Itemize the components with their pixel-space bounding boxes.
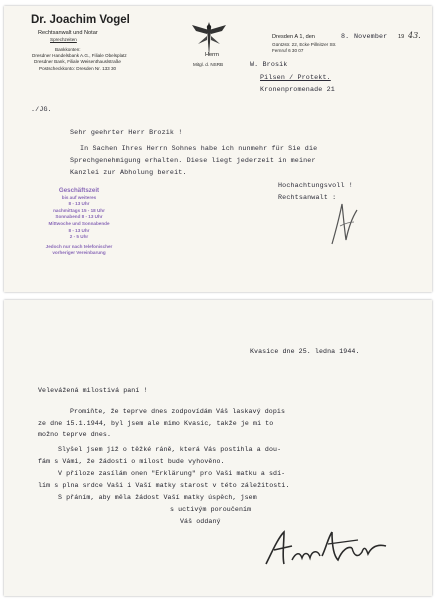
recipient-street: Kronenpromenade 21	[260, 86, 335, 94]
body-line-2: Sprechgenehmigung erhalten. Diese liegt jederzeit in meiner	[70, 157, 316, 165]
office-hours-stamp	[42, 188, 116, 257]
body-line: V příloze zasílám onen "Erklärung" pro Vaši matku a sdí-	[58, 470, 286, 477]
body-line: ze dne 15.1.1944, byl jsem ale mimo Kvasic, takže je mi to	[38, 420, 274, 427]
city-date-prefix: Dresden A 1, den	[272, 34, 315, 40]
handwritten-signature-1	[324, 200, 364, 250]
date-day: 8.	[341, 33, 350, 41]
recipient-herrn: Herrn	[205, 52, 219, 58]
bank-heading: Bankkonten:	[55, 47, 81, 52]
letterhead-profession: Rechtsanwalt und Notar	[38, 30, 98, 36]
address-line: Güntzstr. 22, Ecke Pillnitzer Str.	[272, 42, 337, 47]
body-line: s uctivým poroučením	[170, 506, 252, 513]
stamp-line-9: Jedoch nur nach telefonischer	[45, 243, 113, 249]
stamp-line-7: 8 - 13 Uhr	[68, 227, 90, 233]
body-line: Váš oddaný	[180, 518, 221, 525]
stamp-line-1: Geschäftszeit	[58, 187, 100, 194]
stamp-line-5: Sonnabend 8 - 13 Uhr	[55, 214, 103, 220]
letter-sheet-german	[4, 6, 432, 292]
date-year-handwritten: 43.	[408, 31, 421, 40]
body-line: S přáním, aby měla žádost Vaší matky úspěch, jsem	[58, 494, 257, 501]
place-date: Kvasice dne 25. ledna 1944.	[250, 348, 360, 355]
stamp-line-3: 8 - 13 Uhr	[68, 201, 90, 207]
letterhead-profession-sub: Sprechzeiten	[50, 37, 77, 42]
stamp-line-8: 2 - 5 Uhr	[69, 234, 89, 240]
body-line: lím s plna srdce Vaši i Vaší matky starost v této záležitosti.	[38, 482, 290, 489]
postscheck-line: Postscheckkonto: Dresden Nr. 133 30	[39, 66, 117, 71]
date-year-prefix: 19	[398, 34, 405, 40]
closing-title: Rechtsanwalt :	[278, 194, 337, 202]
stamp-line-6: Mittwoche und Sonnabende	[48, 220, 110, 226]
letter-sheet-czech	[4, 300, 432, 596]
handwritten-signature-2	[262, 526, 392, 570]
stamp-line-4: nachmittags 15 - 18 Uhr	[53, 207, 105, 213]
recipient-name: W. Brosik	[250, 61, 288, 69]
stamp-line-10: vorheriger Vereinbarung	[52, 250, 106, 256]
closing-phrase: Hochachtungsvoll !	[278, 182, 353, 190]
body-line-3: Kanzlei zur Abholung bereit.	[70, 169, 187, 177]
letterhead-name: Dr. Joachim Vogel	[31, 14, 130, 26]
phone-line: Fernruf 6 30 07	[272, 48, 304, 53]
reference-code: ./JG.	[31, 106, 52, 114]
body-line: fám s Vámi, že žádosti o milost bude vyhověno.	[38, 458, 225, 465]
bank-line-1: Dresdner Handelsbank A.G., Filiale Obelsplatz	[32, 53, 127, 58]
logo-caption: Mitgl. d. NSRB	[193, 62, 224, 67]
recipient-city: Pilsen / Protekt.	[260, 74, 331, 82]
body-line: možno teprve dnes.	[38, 431, 112, 438]
stamp-line-2: bis auf weiteres	[61, 194, 97, 200]
body-line: Promiňte, že teprve dnes zodpovídám Váš laskavý dopis	[70, 408, 286, 415]
salutation-czech: Velevážená milostivá paní !	[38, 387, 148, 394]
bank-line-2: Dresdner Bank, Filiale Weisenthauslstraße	[34, 59, 121, 64]
body-line: Slyšel jsem již o těžké ráně, která Vás postihla a dou-	[58, 446, 282, 453]
date-month: November	[354, 33, 388, 41]
salutation-german: Sehr geehrter Herr Brozik !	[70, 129, 183, 137]
body-line-1: In Sachen Ihres Herrn Sohnes habe ich nunmehr für Sie die	[80, 145, 318, 153]
